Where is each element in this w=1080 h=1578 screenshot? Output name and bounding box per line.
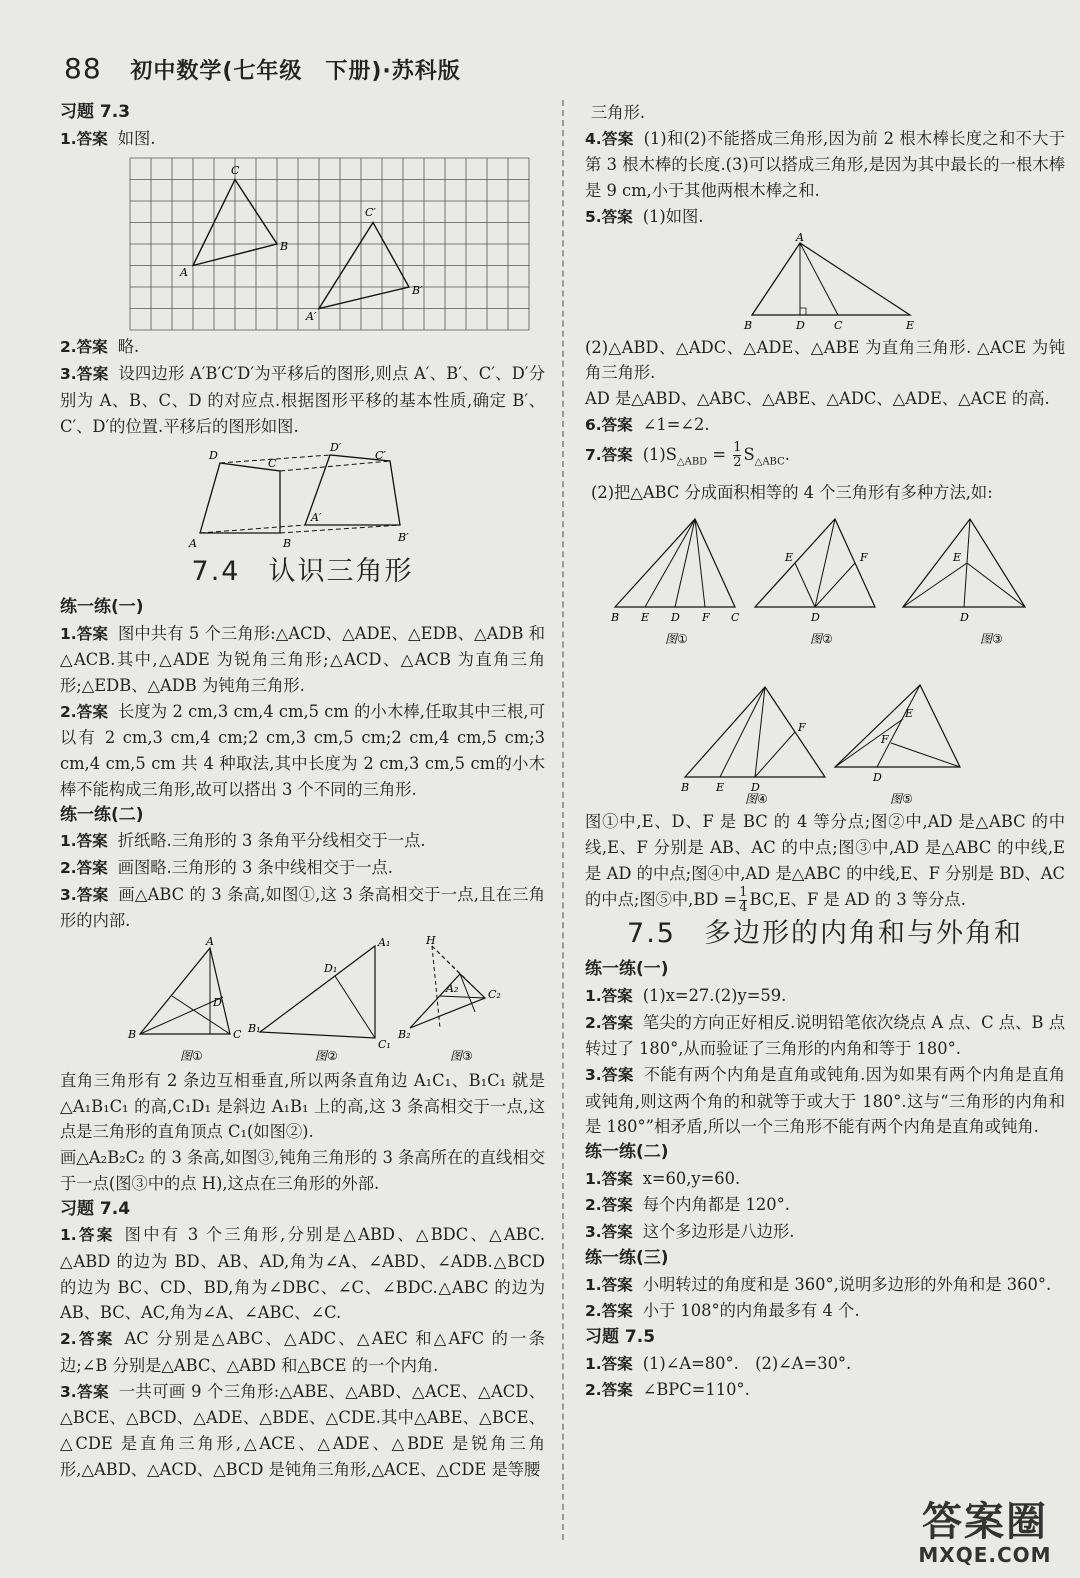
point-label: B	[128, 1028, 137, 1042]
answer-item	[585, 438, 1065, 479]
answer-text: 图中共有 5 个三角形:△ACD、△ADE、△EDB、△ADB 和△ACB.其中,△ADE 为锐角三角形;△ACD、△ACB 为直角三角形;△EDB、△ADB 为钝角三角形.	[60, 623, 545, 696]
point-label: A₂	[446, 982, 459, 996]
point-label: B′	[398, 531, 409, 545]
answer-item	[585, 1062, 1065, 1140]
point-label: E	[716, 781, 725, 795]
point-label: E	[906, 318, 915, 332]
answer-text: AC 分别是△ABC、△ADC、△AEC 和△AFC 的一条边;∠B 分别是△ABC、△ABD 和△BCE 的一个内角.	[60, 1329, 545, 1375]
point-label: A	[796, 232, 804, 244]
answer-item	[585, 204, 1065, 231]
answer-text: (1)x=27.(2)y=59.	[642, 985, 787, 1005]
answer-item	[585, 1192, 1065, 1219]
answer-item	[60, 882, 545, 934]
answer-label: 1.答案	[60, 832, 108, 851]
point-label: C′	[375, 449, 386, 463]
point-label: H	[426, 936, 436, 948]
answer-label: 2.答案	[585, 1196, 633, 1215]
paragraph: AD 是△ABD、△ABC、△ABE、△ADC、△ADE、△ACE 的高.	[585, 388, 1050, 408]
subsection-title: 练一练(一)	[60, 596, 144, 617]
point-label: C′	[365, 206, 376, 220]
answer-text: 如图.	[117, 128, 156, 148]
section-number: 7.4	[191, 556, 241, 588]
fraction-denominator: 4	[739, 900, 748, 916]
point-label: B₁	[248, 1022, 261, 1036]
point-label: A	[189, 537, 197, 551]
answer-label: 1.答案	[585, 986, 633, 1005]
grid-translation-figure	[120, 154, 540, 332]
triangle-heights-figure	[120, 936, 540, 1066]
answer-item	[585, 1010, 1065, 1062]
figure-caption: 图③	[980, 632, 1003, 647]
point-label: C₂	[488, 988, 501, 1002]
answer-item	[60, 699, 545, 803]
page-number: 88	[64, 52, 102, 85]
answer-item	[585, 126, 1065, 204]
answer-item	[585, 1166, 1065, 1193]
figure-caption: 图②	[810, 632, 833, 647]
point-label: B	[280, 240, 289, 254]
paragraph: (2)把△ABC 分成面积相等的 4 个三角形有多种方法,如:	[591, 482, 993, 502]
answer-label: 2.答案	[585, 1013, 633, 1032]
answer-item	[60, 1326, 545, 1378]
answer-text: 一共可画 9 个三角形:△ABE、△ABD、△ACE、△ACD、△BCE、△BCD、△ADE、△BDE、△CDE.其中△ABE、△BCE、△CDE 是直角三角形,△ACE、△ADE、△BDE 是锐角三角形,△ABD、△ACD、△BCD 是钝角三角形,△ACE、△CDE 是等腰	[60, 1381, 545, 1479]
answer-item	[60, 855, 545, 882]
answer-item	[585, 1298, 1065, 1325]
fraction-numerator: 1	[739, 885, 748, 901]
point-label: E	[953, 551, 962, 565]
answer-text: 小明转过的角度和是 360°,说明多边形的外角和是 360°.	[642, 1274, 1052, 1294]
answer-text: (1)如图.	[642, 206, 704, 226]
book-title: 初中数学(七年级 下册)·苏科版	[130, 59, 461, 84]
answer-text: 不能有两个内角是直角或钝角.因为如果有两个内角是直角或钝角,则这两个角的和就等于或大于 180°.这与“三角形的内角和是 180°”相矛盾,所以一个三角形不能有两个内角是直角或钝角.	[585, 1064, 1065, 1137]
answer-item	[585, 983, 1065, 1010]
figure-caption: 图③	[450, 1049, 473, 1064]
answer-text: ∠1=∠2.	[642, 414, 710, 434]
point-label: C	[268, 457, 277, 471]
figure-caption: 图①	[665, 632, 688, 647]
formula-part: S	[743, 445, 755, 465]
point-label: A′	[311, 511, 322, 525]
paragraph	[585, 809, 1065, 915]
answer-label: 1.答案	[60, 1226, 115, 1245]
answer-text: 图中有 3 个三角形,分别是△ABD、△BDC、△ABC. △ABD 的边为 BD、AB、AD,角为∠A、∠ABD、∠ADB.△BCD 的边为 BC、CD、BD,角为∠DBC、∠C、∠BDC.△ABC 的边为 AB、BC、AC,角为∠A、∠ABC、∠C.	[60, 1225, 545, 1323]
answer-text: 笔尖的方向正好相反.说明铅笔依次绕点 A 点、C 点、B 点转过了 180°,从而验证了三角形的内角和等于 180°.	[585, 1012, 1065, 1059]
figure-caption: 图②	[315, 1049, 338, 1064]
answer-item	[60, 1222, 545, 1326]
point-label: C	[233, 1028, 242, 1042]
point-label: D	[209, 449, 218, 463]
answer-item	[60, 126, 545, 153]
answer-label: 2.答案	[60, 338, 108, 357]
answer-item	[585, 1219, 1065, 1246]
figure-caption: 图④	[745, 792, 768, 807]
point-label: D	[811, 611, 820, 625]
point-label: A₁	[378, 936, 391, 950]
answer-text: (1)∠A=80°. (2)∠A=30°.	[642, 1353, 852, 1373]
point-label: D	[960, 611, 969, 625]
answer-text: ∠BPC=110°.	[642, 1380, 750, 1400]
area-split-figures	[585, 507, 1055, 807]
point-label: B′	[412, 284, 423, 298]
answer-item	[585, 412, 1065, 439]
fraction-numerator: 1	[733, 440, 742, 456]
figure-caption: 图⑤	[890, 792, 913, 807]
paragraph: 直角三角形有 2 条边互相垂直,所以两条直角边 A₁C₁、B₁C₁ 就是△A₁B₁C₁ 的高,C₁D₁ 是斜边 A₁B₁ 上的高,这 3 条高相交于一点,这点是三角形的直角顶点 C₁(如图②).	[60, 1071, 545, 1142]
page-header	[64, 52, 461, 85]
fraction	[733, 441, 741, 470]
section-heading	[585, 918, 1065, 950]
answer-label: 6.答案	[585, 415, 633, 434]
watermark-url: MXQE.COM	[918, 1543, 1052, 1567]
point-label: D	[671, 611, 680, 625]
answer-label: 3.答案	[585, 1223, 633, 1242]
answer-item	[60, 621, 545, 699]
point-label: C	[834, 318, 843, 332]
point-label: B₂	[398, 1028, 411, 1042]
point-label: D′	[330, 441, 342, 455]
section-heading-title: 多边形的内角和与外角和	[703, 918, 1023, 950]
answer-label: 1.答案	[60, 624, 109, 643]
point-label: B	[611, 611, 620, 625]
answer-text: 这个多边形是八边形.	[642, 1222, 795, 1242]
point-label: F	[881, 733, 889, 747]
answer-label: 1.答案	[585, 1354, 633, 1373]
point-label: C	[731, 611, 740, 625]
answer-label: 2.答案	[585, 1302, 633, 1321]
figure-caption: 图①	[180, 1049, 203, 1064]
section-heading	[60, 556, 545, 588]
point-label: B	[681, 781, 690, 795]
answer-text: 每个内角都是 120°.	[642, 1195, 790, 1215]
point-label: D	[796, 318, 805, 332]
formula-part: .	[784, 445, 790, 465]
subsection-title: 练一练(三)	[585, 1247, 669, 1268]
point-label: B	[744, 318, 753, 332]
answer-label: 3.答案	[60, 365, 109, 384]
subsection-title: 习题 7.5	[585, 1326, 656, 1347]
answer-text: 画图略.三角形的 3 条中线相交于一点.	[117, 857, 393, 877]
watermark-logo-text: 答案圈	[922, 1499, 1048, 1545]
point-label: F	[860, 551, 868, 565]
subsection-title: 习题 7.4	[60, 1198, 131, 1219]
point-label: D₁	[324, 962, 338, 976]
formula-part: =	[707, 445, 732, 465]
point-label: E	[905, 707, 914, 721]
answer-item	[60, 1379, 545, 1483]
point-label: C	[231, 164, 240, 178]
watermark-logo	[900, 1500, 1070, 1575]
answer-label: 2.答案	[60, 858, 108, 877]
answer-label: 3.答案	[60, 885, 109, 904]
answer-label: 4.答案	[585, 129, 634, 148]
answer-label: 2.答案	[60, 702, 109, 721]
answer-label: 2.答案	[585, 1381, 633, 1400]
answer-label: 5.答案	[585, 207, 633, 226]
formula-subscript: △ABD	[676, 456, 708, 468]
continued-text: 三角形.	[591, 103, 646, 122]
point-label: E	[641, 611, 650, 625]
answer-label: 3.答案	[60, 1382, 109, 1401]
answer-label: 2.答案	[60, 1330, 115, 1349]
answer-item	[60, 828, 545, 855]
paragraph: 画△A₂B₂C₂ 的 3 条高,如图③,钝角三角形的 3 条高所在的直线相交于一点(图③中的点 H),这点在三角形的外部.	[60, 1148, 545, 1193]
answer-label: 3.答案	[585, 1065, 634, 1084]
point-label: C₁	[378, 1038, 391, 1052]
point-label: A	[180, 266, 188, 280]
answer-label: 1.答案	[60, 129, 108, 148]
answer-item	[585, 1272, 1065, 1299]
answer-text: 画△ABC 的 3 条高,如图①,这 3 条高相交于一点,且在三角形的内部.	[60, 884, 545, 931]
fraction-denominator: 2	[733, 455, 742, 471]
point-label: D	[213, 996, 222, 1010]
formula-subscript: △ABC	[754, 456, 785, 468]
answer-label: 1.答案	[585, 1275, 633, 1294]
answer-text: (1)和(2)不能搭成三角形,因为前 2 根木棒长度之和不大于第 3 根木棒的长度.(3)可以搭成三角形,是因为其中最长的一根木棒是 9 cm,小于其他两根木棒之和.	[585, 128, 1065, 201]
point-label: A′	[306, 310, 317, 324]
answer-text: 折纸略.三角形的 3 条角平分线相交于一点.	[117, 831, 426, 851]
point-label: A	[206, 936, 214, 949]
section-number: 7.5	[627, 918, 676, 950]
subsection-title: 练一练(二)	[60, 804, 144, 825]
point-label: E	[785, 551, 794, 565]
point-label: F	[798, 721, 806, 735]
answer-text: 长度为 2 cm,3 cm,4 cm,5 cm 的小木棒,任取其中三根,可以有 2 cm,3 cm,4 cm;2 cm,3 cm,5 cm;2 cm,4 cm,5 cm;3 cm,4 cm,5 cm 共 4 种取法,其中长度为 2 cm,3 cm,5 cm的小木棒不能构成三角形,故可以搭出 3 个不同的三角形.	[60, 701, 545, 799]
fraction	[739, 886, 747, 915]
subsection-title: 练一练(一)	[585, 959, 669, 980]
quadrilateral-translation-figure	[185, 441, 425, 553]
section-heading-title: 认识三角形	[268, 556, 414, 588]
answer-item	[585, 1351, 1065, 1378]
paragraph: (2)△ABD、△ADC、△ADE、△ABE 为直角三角形. △ACE 为钝角三角形.	[585, 337, 1065, 383]
point-label: F	[702, 611, 710, 625]
answer-item	[585, 1377, 1065, 1404]
left-column	[60, 100, 545, 1482]
answer-item	[60, 334, 545, 361]
answer-item	[60, 361, 545, 439]
point-label: D	[873, 771, 882, 785]
answer-label: 7.答案	[585, 446, 633, 465]
answer-label: 1.答案	[585, 1169, 633, 1188]
paragraph-part: BC,E、F 是 AD 的 3 等分点.	[749, 890, 966, 910]
right-column	[585, 100, 1065, 1404]
answer-text: 略.	[117, 337, 140, 357]
section-title: 习题 7.3	[60, 102, 131, 122]
point-label: B	[283, 537, 292, 551]
q5-triangle-figure	[730, 233, 930, 333]
answer-text: 设四边形 A′B′C′D′为平移后的图形,则点 A′、B′、C′、D′分别为 A、B、C、D 的对应点.根据图形平移的基本性质,确定 B′、C′、D′的位置.平移后的图形如图.	[60, 364, 545, 436]
subsection-title: 练一练(二)	[585, 1142, 669, 1163]
formula-part: (1)S	[642, 445, 677, 465]
column-divider	[562, 100, 564, 1540]
answer-text: x=60,y=60.	[642, 1168, 741, 1188]
point-label: D	[751, 781, 760, 795]
answer-text: 小于 108°的内角最多有 4 个.	[642, 1301, 860, 1321]
paragraph-part: 图①中,E、D、F 是 BC 的 4 等分点;图②中,AD 是△ABC 的中线,E、F 分别是 AB、AC 的中点;图③中,AD 是△ABC 的中线,E 是 AD 的中点;图④中,AD 是△ABC 的中线,E、F 分别是 BD、AC 的中点;图⑤中,BD =	[585, 812, 1065, 910]
